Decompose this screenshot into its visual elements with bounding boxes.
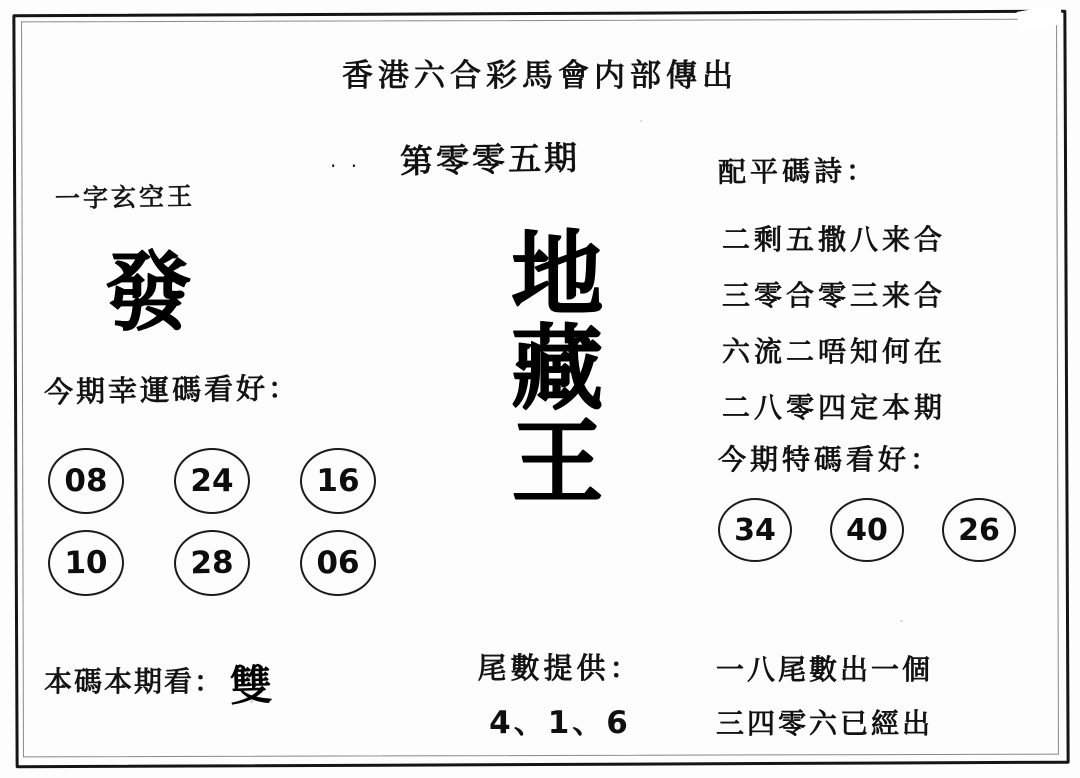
left-big-character: 發 — [105, 243, 191, 343]
scan-speckle — [250, 700, 253, 703]
lucky-numbers-row-2 — [48, 530, 398, 596]
special-number-ball: 26 — [942, 498, 1016, 562]
bottom-left-label: 本碼本期看： — [44, 665, 225, 698]
bottom-left-block — [44, 660, 275, 711]
center-character-1: 地 — [510, 221, 605, 328]
right-footer-line: 三四零六已經出 — [716, 707, 934, 740]
right-footer-lines — [716, 648, 933, 756]
special-numbers-row — [718, 498, 1016, 562]
tail-numbers-label: 尾數提供： — [477, 651, 643, 685]
poem-line: 二剩五撒八来合 — [722, 223, 947, 256]
special-numbers-label: 今期特碼看好： — [718, 443, 943, 476]
lucky-number-ball: 10 — [47, 529, 124, 596]
center-character-3: 王 — [510, 408, 605, 516]
lucky-numbers-row-1 — [48, 448, 398, 514]
bottom-left-value: 雙 — [229, 660, 275, 711]
right-footer-line: 一八尾數出一個 — [716, 653, 934, 686]
issue-dots: . . — [330, 148, 362, 172]
issue-number: 第零零五期 — [399, 138, 581, 181]
center-big-characters — [468, 221, 648, 516]
lucky-number-ball: 08 — [48, 448, 124, 514]
left-subtitle: 一字玄空王 — [54, 181, 196, 214]
lucky-number-ball: 28 — [173, 529, 250, 596]
poem-lines — [722, 218, 946, 442]
lucky-number-ball: 24 — [174, 448, 250, 514]
lucky-number-ball: 06 — [299, 529, 376, 596]
poem-line: 三零合零三来合 — [722, 279, 947, 312]
page-title: 香港六合彩馬會内部傳出 — [342, 58, 738, 94]
poem-title: 配平碼詩： — [717, 154, 879, 189]
tail-numbers-values: 4、1、6 — [489, 705, 631, 741]
tail-numbers-block — [430, 646, 690, 742]
lucky-numbers-grid — [48, 448, 398, 612]
poem-line: 六流二唔知何在 — [722, 335, 947, 368]
poem-line: 二八零四定本期 — [722, 391, 947, 424]
scan-speckle — [900, 620, 903, 622]
lucky-numbers-label: 今期幸運碼看好： — [43, 370, 301, 410]
scan-speckle — [640, 120, 642, 122]
special-number-ball: 34 — [718, 498, 792, 562]
lucky-number-ball: 16 — [300, 448, 376, 514]
center-character-2: 藏 — [510, 314, 605, 422]
special-number-ball: 40 — [830, 498, 904, 562]
